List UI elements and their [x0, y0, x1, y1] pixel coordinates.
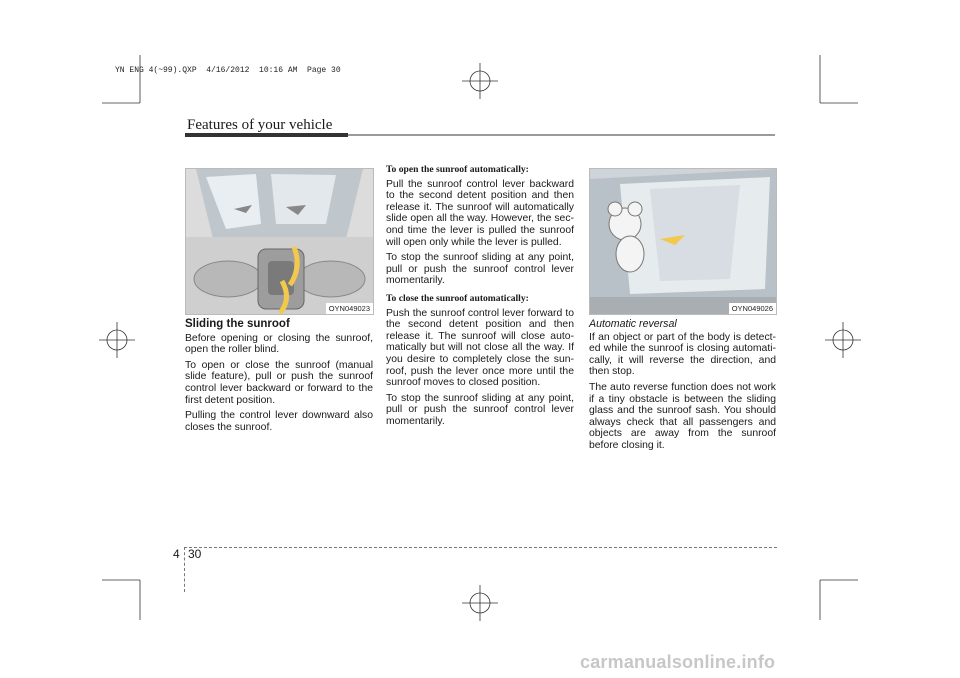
heading-close-auto: To close the sunroof automatically:: [386, 292, 529, 304]
col2-paragraph-4: To stop the sunroof sliding at any point, pull or push the sunroof control lever momentarily.: [386, 392, 574, 427]
section-title: Features of your vehicle: [187, 117, 333, 133]
sunroof-lever-drawing: [186, 169, 373, 314]
col2-paragraph-2: To stop the sunroof sliding at any point, pull or push the sunroof control lever momentarily.: [386, 252, 574, 287]
col3-paragraph-2: The auto reverse function does not work if a tiny obstacle is between the sliding glass and the sunroof sash. You should always check that all passengers and objects are away from the sunroof before closing it.: [589, 381, 776, 451]
col1-paragraph-1: Before opening or closing the sunroof, open the roller blind.: [185, 332, 373, 356]
figure-code-right: OYN049026: [729, 303, 776, 314]
heading-open-auto: To open the sunroof automatically:: [386, 164, 529, 175]
footer-divider: [184, 547, 186, 592]
col2-paragraph-1: Pull the sunroof control lever backward to the second detent position and then release it. The sunroof will automatically slide open all the way. However, the sec- ond time the lever is pulled the sunroof will open only while the lever is pulled.: [386, 178, 574, 248]
print-slug: YN ENG 4(~99).QXP 4/16/2012 10:16 AM Page 30: [115, 66, 341, 75]
col1-paragraph-3: Pulling the control lever downward also closes the sunroof.: [185, 410, 373, 433]
header-rule-dark: [185, 133, 348, 137]
column-1: [185, 319, 373, 437]
col3-paragraph-1: If an object or part of the body is detect- ed while the sunroof is closing automati- cally, it will reverse the direction, and then stop.: [589, 331, 776, 378]
site-watermark: carmanualsonline.info: [580, 652, 776, 672]
col1-paragraph-2: To open or close the sunroof (manual slide feature), pull or push the sunroof control lever backward or forward to the first detent position.: [185, 359, 373, 406]
chapter-number: 4: [173, 547, 180, 561]
column-2: [386, 164, 574, 431]
header-rule-light: [348, 134, 775, 136]
footer-rule: [184, 547, 777, 548]
auto-reversal-illustration: [589, 168, 777, 315]
column-3: [589, 319, 776, 456]
auto-reversal-drawing: [590, 169, 776, 314]
heading-sliding-sunroof: Sliding the sunroof: [185, 318, 290, 330]
heading-automatic-reversal: Automatic reversal: [589, 318, 677, 330]
col2-paragraph-3: Push the sunroof control lever forward to the second detent position and then release it. The sunroof will close auto- matically but will not close all the way. If you desire to completely close the sun- roof, push the lever once more until the sunroof moves to closed position.: [386, 307, 574, 389]
figure-code-left: OYN049023: [326, 303, 373, 314]
page-number: 30: [188, 547, 202, 561]
sunroof-lever-illustration: [185, 168, 374, 315]
